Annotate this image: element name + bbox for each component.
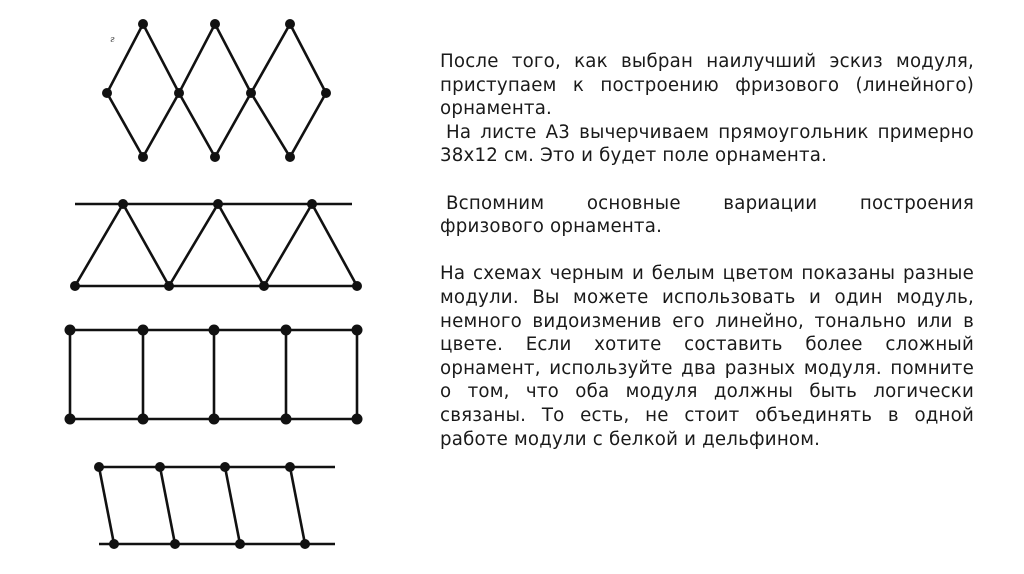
corner-letter: г xyxy=(110,35,115,45)
paragraph-4: На схемах черным и белым цветом показаны разные модули. Вы можете использовать и один модуль, немного видоизменив его линейно, тонально или в цвете. Если хотите составить более сложный орнамент, используйте два разных модуля. помните о том, что оба модуля должны быть логически связаны. То есть, не стоит объединять в одной работе модули с белкой и дельфином. xyxy=(440,263,974,450)
vertex-dot xyxy=(213,199,223,209)
vertex-dot xyxy=(259,281,269,291)
rhombus-top-zigzag xyxy=(107,24,326,93)
vertex-dot xyxy=(138,19,148,29)
vertex-dot xyxy=(174,88,184,98)
vertex-dot xyxy=(281,414,292,425)
rhombus-bottom-zigzag xyxy=(107,93,326,157)
vertex-dot xyxy=(65,414,76,425)
slide-text xyxy=(440,50,974,451)
vertex-dot xyxy=(285,152,295,162)
vertex-dot xyxy=(321,88,331,98)
vertex-dot xyxy=(164,281,174,291)
frieze-schemes-figure xyxy=(0,0,430,574)
vertex-dot xyxy=(94,462,104,472)
vertex-dot xyxy=(352,281,362,291)
rectangle-frieze-scheme xyxy=(70,330,357,419)
vertex-dot xyxy=(170,539,180,549)
vertex-dot xyxy=(65,325,76,336)
triangle-frieze-scheme xyxy=(75,204,357,286)
vertex-dot xyxy=(109,539,119,549)
vertex-dot xyxy=(285,19,295,29)
vertex-dot xyxy=(352,414,363,425)
vertex-dot xyxy=(220,462,230,472)
vertex-dot xyxy=(155,462,165,472)
vertex-dot xyxy=(246,88,256,98)
paragraph-gap xyxy=(440,168,974,192)
vertex-dot xyxy=(118,199,128,209)
paragraph-2: На листе А3 вычерчиваем прямоугольник примерно 38х12 см. Это и будет поле орнамента. xyxy=(440,121,974,167)
vertex-dot xyxy=(210,152,220,162)
vertex-dot xyxy=(210,19,220,29)
vertex-dot xyxy=(138,152,148,162)
vertex-dot xyxy=(352,325,363,336)
rhombus-frieze-scheme xyxy=(107,24,326,157)
vertex-dot xyxy=(70,281,80,291)
vertex-dot xyxy=(102,88,112,98)
paragraph-1: После того, как выбран наилучший эскиз модуля, приступаем к построению фризового (линейного) орнамента. xyxy=(440,51,974,120)
vertex-dot xyxy=(300,539,310,549)
vertex-dot xyxy=(285,462,295,472)
slanted-frieze-scheme xyxy=(99,467,335,544)
paragraph-3: Вспомним основные вариации построения фризового орнамента. xyxy=(440,192,974,238)
slanted-divider xyxy=(99,467,114,544)
vertex-dot xyxy=(281,325,292,336)
rhombus-vertices xyxy=(102,19,331,162)
vertex-dot xyxy=(138,414,149,425)
slanted-vertices xyxy=(94,462,310,549)
vertex-dot xyxy=(235,539,245,549)
slanted-divider xyxy=(290,467,305,544)
vertex-dot xyxy=(307,199,317,209)
vertex-dot xyxy=(209,414,220,425)
slanted-divider xyxy=(160,467,175,544)
triangle-zigzag xyxy=(75,204,357,286)
slanted-divider xyxy=(225,467,240,544)
vertex-dot xyxy=(209,325,220,336)
paragraph-gap xyxy=(440,239,974,263)
vertex-dot xyxy=(138,325,149,336)
